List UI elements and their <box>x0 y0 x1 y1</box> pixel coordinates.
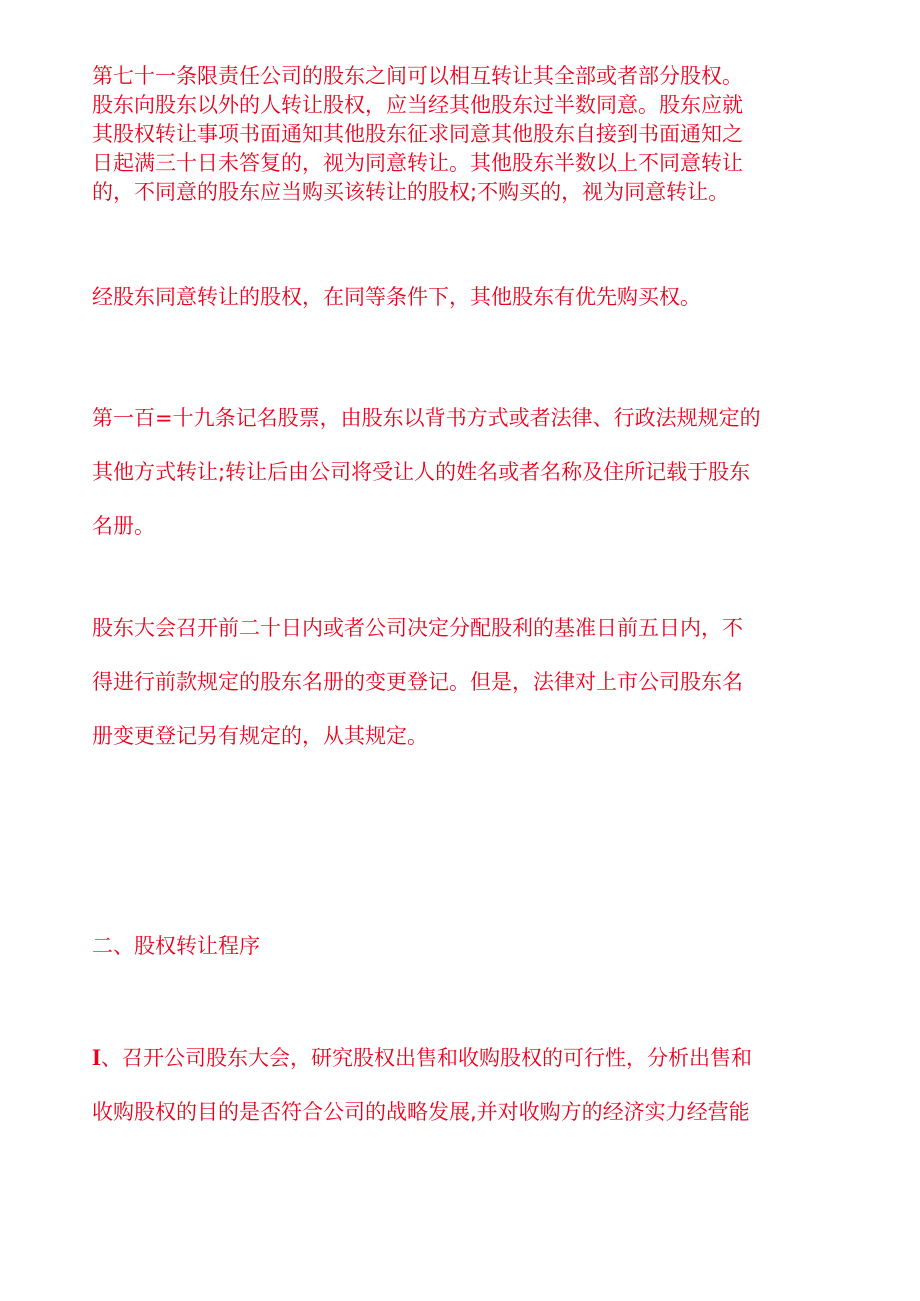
text-line: 册变更登记另有规定的，从其规定。 <box>92 724 428 748</box>
section-heading: 二、股权转让程序 <box>92 934 260 958</box>
text-line: 其他方式转让;转让后由公司将受让人的姓名或者名称及住所记载于股东 <box>92 460 751 484</box>
list-marker: I <box>92 1045 101 1070</box>
text-line: 第一百=十九条记名股票，由股东以背书方式或者法律、行政法规规定的 <box>92 406 761 430</box>
text-line: 股东大会召开前二十日内或者公司决定分配股利的基准日前五日内，不 <box>92 616 743 640</box>
text-line: 股东向股东以外的人转让股权，应当经其他股东过半数同意。股东应就 <box>92 93 743 117</box>
text-line-content: 、召开公司股东大会，研究股权出售和收购股权的可行性，分析出售和 <box>100 1046 752 1070</box>
procedure-step-1-paragraph <box>92 1031 832 1139</box>
text-line: 其股权转让事项书面通知其他股东征求同意其他股东自接到书面通知之 <box>92 122 743 146</box>
text-line: 的，不同意的股东应当购买该转让的股权;不购买的，视为同意转让。 <box>92 180 730 204</box>
article-71-paragraph <box>92 62 832 207</box>
registered-shares-paragraph <box>92 391 832 553</box>
text-line <box>92 1031 832 1085</box>
register-change-paragraph <box>92 601 832 763</box>
text-line: 第七十一条限责任公司的股东之间可以相互转让其全部或者部分股权。 <box>92 64 743 88</box>
preemptive-right-paragraph <box>92 283 832 312</box>
text-line: 名册。 <box>92 514 155 538</box>
text-line: 经股东同意转让的股权，在同等条件下，其他股东有优先购买权。 <box>92 285 701 309</box>
text-line: 日起满三十日未答复的，视为同意转让。其他股东半数以上不同意转让 <box>92 151 743 175</box>
text-line: 得进行前款规定的股东名册的变更登记。但是，法律对上市公司股东名 <box>92 670 743 694</box>
text-line: 收购股权的目的是否符合公司的战略发展,并对收购方的经济实力经营能 <box>92 1100 750 1124</box>
